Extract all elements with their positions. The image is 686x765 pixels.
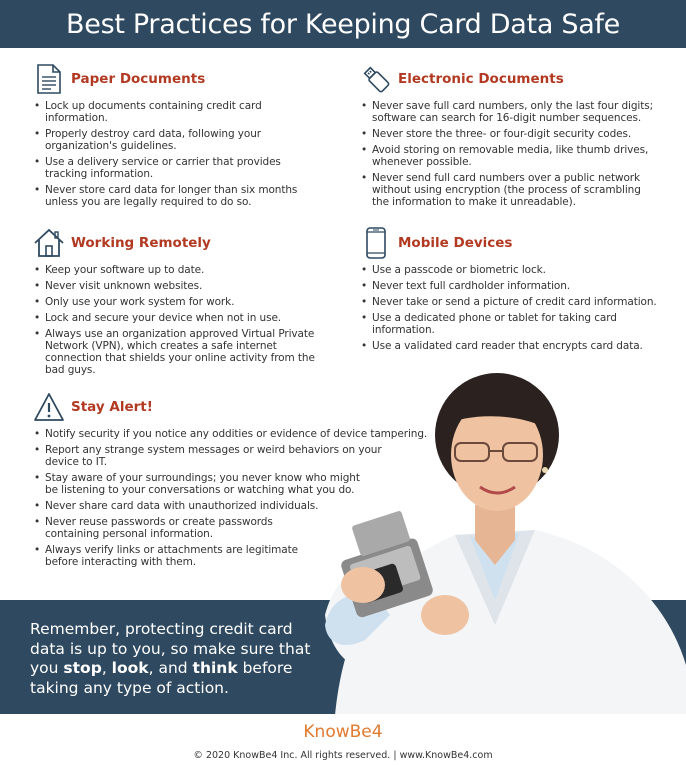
copyright-text: © 2020 KnowBe4 Inc. All rights reserved. | www.KnowBe4.com xyxy=(193,750,493,761)
bullet-list xyxy=(33,100,313,208)
list-item: • Never send full card numbers over a public network without using encryption (the process of scrambling the information to make it unreadable). xyxy=(360,172,660,208)
list-item: • Use a passcode or biometric lock. xyxy=(360,264,660,276)
list-item: • Never take or send a picture of credit card information. xyxy=(360,296,660,308)
section-paper-documents xyxy=(33,62,313,212)
usb-drive-icon xyxy=(360,62,392,96)
section-title: Stay Alert! xyxy=(71,399,153,415)
reminder-text-part: , and xyxy=(148,659,193,677)
list-item: • Lock up documents containing credit card information. xyxy=(33,100,313,124)
list-item: • Properly destroy card data, following your organization's guidelines. xyxy=(33,128,313,152)
list-item: • Use a delivery service or carrier that provides tracking information. xyxy=(33,156,313,180)
bullet-list xyxy=(33,264,328,376)
list-item: • Report any strange system messages or weird behaviors on your device to IT. xyxy=(33,444,403,468)
section-mobile-devices xyxy=(360,226,660,356)
list-item: • Never save full card numbers, only the last four digits; software can search for 16-digit number sequences. xyxy=(360,100,660,124)
list-item: • Use a validated card reader that encrypts card data. xyxy=(360,340,660,352)
emphasis-think: think xyxy=(192,659,238,677)
section-electronic-documents xyxy=(360,62,660,212)
section-header xyxy=(360,62,660,96)
list-item: • Never store card data for longer than six months unless you are legally required to do so. xyxy=(33,184,313,208)
list-item: • Never share card data with unauthorized individuals. xyxy=(33,500,403,512)
bullet-list xyxy=(360,264,660,352)
section-title: Working Remotely xyxy=(71,235,211,251)
section-title: Electronic Documents xyxy=(398,71,564,87)
brand-logo: KnowBe4 xyxy=(303,722,383,742)
page-title: Best Practices for Keeping Card Data Safe xyxy=(66,8,620,40)
section-title: Mobile Devices xyxy=(398,235,513,251)
section-title: Paper Documents xyxy=(71,71,206,87)
warning-icon xyxy=(33,390,65,424)
emphasis-look: look xyxy=(111,659,149,677)
header-bar xyxy=(0,0,686,48)
list-item: • Always use an organization approved Virtual Private Network (VPN), which creates a safe internet connection that shields your online activity from the bad guys. xyxy=(33,328,328,376)
list-item: • Always verify links or attachments are legitimate before interacting with them. xyxy=(33,544,315,568)
document-icon xyxy=(33,62,65,96)
list-item: • Never text full cardholder information. xyxy=(360,280,660,292)
home-icon xyxy=(33,226,65,260)
list-item: • Keep your software up to date. xyxy=(33,264,328,276)
list-item: • Notify security if you notice any oddities or evidence of device tampering. xyxy=(33,428,445,440)
reminder-text-part: Remember, protecting credit card data is up to you, so make sure that you xyxy=(30,620,311,677)
list-item: • Only use your work system for work. xyxy=(33,296,328,308)
reminder-text-part: , xyxy=(101,659,112,677)
list-item: • Lock and secure your device when not in use. xyxy=(33,312,328,324)
reminder-text xyxy=(30,620,330,698)
list-item: • Stay aware of your surroundings; you never know who might be listening to your conversations or watching what you do. xyxy=(33,472,375,496)
section-header xyxy=(33,62,313,96)
reminder-text-part: before taking any type of action. xyxy=(30,659,293,697)
person-photo xyxy=(305,365,686,715)
section-header xyxy=(33,226,328,260)
section-working-remotely xyxy=(33,226,328,380)
list-item: • Never visit unknown websites. xyxy=(33,280,328,292)
list-item: • Never store the three- or four-digit security codes. xyxy=(360,128,660,140)
bullet-list xyxy=(360,100,660,208)
list-item: • Avoid storing on removable media, like thumb drives, whenever possible. xyxy=(360,144,660,168)
emphasis-stop: stop xyxy=(63,659,102,677)
smartphone-icon xyxy=(360,226,392,260)
list-item: • Never reuse passwords or create passwords containing personal information. xyxy=(33,516,305,540)
list-item: • Use a dedicated phone or tablet for taking card information. xyxy=(360,312,660,336)
section-header xyxy=(360,226,660,260)
